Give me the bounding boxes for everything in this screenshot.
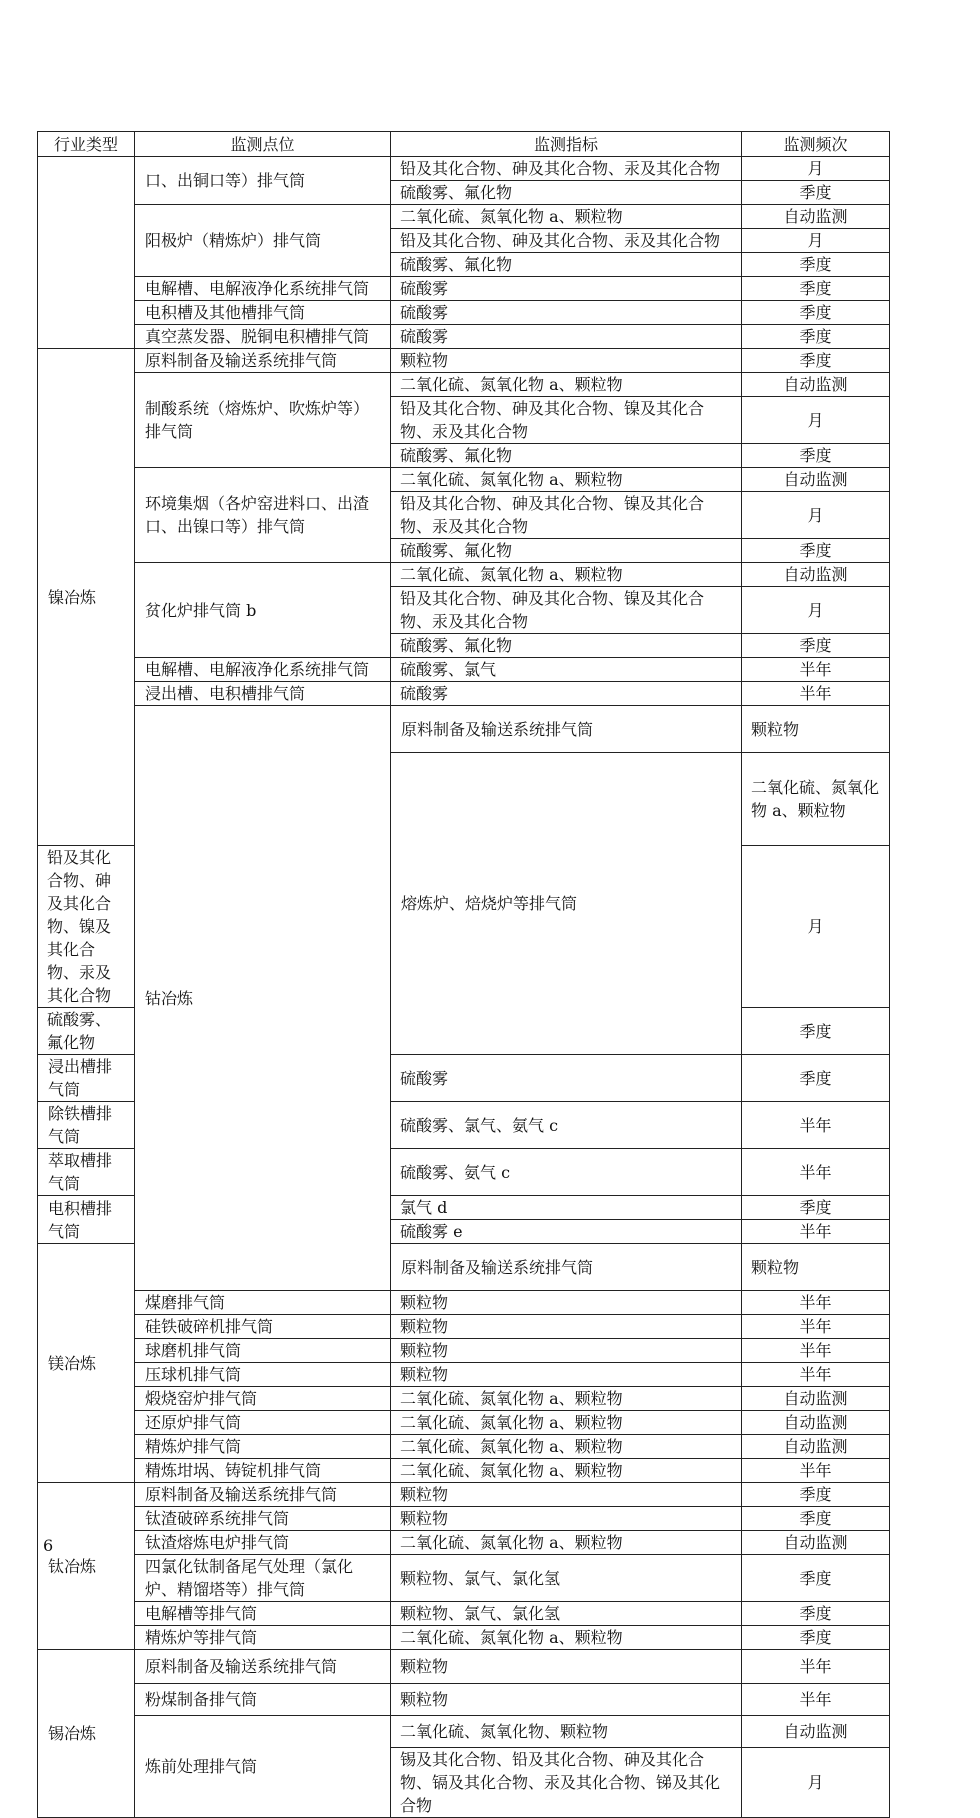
indicator-cell: 硫酸雾 e: [391, 1220, 742, 1244]
frequency-cell: 月: [742, 492, 890, 539]
indicator-cell: 二氧化硫、氮氧化物 a、颗粒物: [391, 1387, 742, 1411]
table-row: [38, 205, 890, 229]
industry-cell: 镁冶炼: [38, 1244, 135, 1483]
table-row: [38, 1315, 890, 1339]
table-row: [38, 325, 890, 349]
frequency-cell: 自动监测: [742, 373, 890, 397]
frequency-cell: 半年: [742, 1363, 890, 1387]
site-cell: 精炼炉排气筒: [135, 1435, 391, 1459]
header-monitoring-frequency: 监测频次: [742, 132, 890, 157]
table-row: [38, 1387, 890, 1411]
indicator-cell: 氯气 d: [391, 1196, 742, 1220]
table-row: [38, 1459, 890, 1483]
indicator-cell: 二氧化硫、氮氧化物 a、颗粒物: [391, 373, 742, 397]
site-cell: 原料制备及输送系统排气筒: [135, 349, 391, 373]
indicator-cell: 二氧化硫、氮氧化物 a、颗粒物: [391, 1459, 742, 1483]
site-cell: 阳极炉（精炼炉）排气筒: [135, 205, 391, 277]
site-cell: 环境集烟（各炉窑进料口、出渣口、出镍口等）排气筒: [135, 468, 391, 563]
indicator-cell: 二氧化硫、氮氧化物 a、颗粒物: [391, 1411, 742, 1435]
page-number: 6: [43, 1536, 54, 1555]
site-cell: 电解槽、电解液净化系统排气筒: [135, 658, 391, 682]
site-cell: 原料制备及输送系统排气筒: [391, 706, 742, 753]
indicator-cell: 颗粒物: [391, 1363, 742, 1387]
indicator-cell: 二氧化硫、氮氧化物 a、颗粒物: [391, 205, 742, 229]
indicator-cell: 硫酸雾、氯气: [391, 658, 742, 682]
site-cell: 电解槽、电解液净化系统排气筒: [135, 277, 391, 301]
frequency-cell: 自动监测: [742, 1435, 890, 1459]
industry-cell: 钛冶炼: [38, 1483, 135, 1650]
table-row: [38, 1411, 890, 1435]
table-row: [38, 301, 890, 325]
frequency-cell: 半年: [742, 1315, 890, 1339]
frequency-cell: 半年: [742, 682, 890, 706]
frequency-cell: 自动监测: [742, 1531, 890, 1555]
indicator-cell: 铅及其化合物、砷及其化合物、汞及其化合物: [391, 229, 742, 253]
site-cell: 原料制备及输送系统排气筒: [391, 1244, 742, 1291]
indicator-cell: 二氧化硫、氮氧化物 a、颗粒物: [742, 753, 890, 846]
indicator-cell: 硫酸雾: [391, 301, 742, 325]
frequency-cell: 半年: [742, 1339, 890, 1363]
indicator-cell: 铅及其化合物、砷及其化合物、镍及其化合物、汞及其化合物: [391, 397, 742, 444]
site-cell: 熔炼炉、焙烧炉等排气筒: [391, 753, 742, 1055]
frequency-cell: 季度: [742, 1507, 890, 1531]
frequency-cell: 月: [742, 157, 890, 181]
indicator-cell: 颗粒物: [391, 1507, 742, 1531]
site-cell: 炼前处理排气筒: [135, 1716, 391, 1818]
indicator-cell: 颗粒物: [742, 1244, 890, 1291]
indicator-cell: 铅及其化合物、砷及其化合物、镍及其化合物、汞及其化合物: [391, 587, 742, 634]
indicator-cell: 铅及其化合物、砷及其化合物、汞及其化合物: [391, 157, 742, 181]
frequency-cell: 月: [742, 587, 890, 634]
header-monitoring-site: 监测点位: [135, 132, 391, 157]
frequency-cell: 季度: [742, 277, 890, 301]
indicator-cell: 硫酸雾: [391, 277, 742, 301]
frequency-cell: 季度: [742, 349, 890, 373]
frequency-cell: 自动监测: [742, 1716, 890, 1748]
frequency-cell: 月: [742, 1748, 890, 1818]
site-cell: 原料制备及输送系统排气筒: [135, 1483, 391, 1507]
table-row: [38, 1339, 890, 1363]
table-header-row: [38, 132, 890, 157]
indicator-cell: 颗粒物: [391, 1291, 742, 1315]
frequency-cell: 季度: [742, 1555, 890, 1602]
table-row: [38, 682, 890, 706]
industry-cell: 镍冶炼: [38, 349, 135, 846]
table-row: [38, 1716, 890, 1748]
frequency-cell: 半年: [742, 1149, 890, 1196]
site-cell: 口、出铜口等）排气筒: [135, 157, 391, 205]
site-cell: 真空蒸发器、脱铜电积槽排气筒: [135, 325, 391, 349]
indicator-cell: 硫酸雾、氟化物: [391, 539, 742, 563]
frequency-cell: 半年: [742, 1291, 890, 1315]
frequency-cell: 半年: [742, 1220, 890, 1244]
indicator-cell: 颗粒物: [391, 1483, 742, 1507]
table-row: [38, 1602, 890, 1626]
table-row: [38, 468, 890, 492]
site-cell: 硅铁破碎机排气筒: [135, 1315, 391, 1339]
frequency-cell: 季度: [742, 1626, 890, 1650]
site-cell: 浸出槽、电积槽排气筒: [135, 682, 391, 706]
site-cell: 浸出槽排气筒: [38, 1055, 135, 1102]
industry-cell: 锡冶炼: [38, 1650, 135, 1818]
site-cell: 压球机排气筒: [135, 1363, 391, 1387]
frequency-cell: 半年: [742, 1684, 890, 1716]
table-row: [38, 1626, 890, 1650]
indicator-cell: 铅及其化合物、砷及其化合物、镍及其化合物、汞及其化合物: [38, 846, 135, 1008]
indicator-cell: 锡及其化合物、铅及其化合物、砷及其化合物、镉及其化合物、汞及其化合物、锑及其化合物: [391, 1748, 742, 1818]
site-cell: 电解槽等排气筒: [135, 1602, 391, 1626]
table-row: [38, 349, 890, 373]
frequency-cell: 自动监测: [742, 1387, 890, 1411]
indicator-cell: 二氧化硫、氮氧化物 a、颗粒物: [391, 1626, 742, 1650]
indicator-cell: 颗粒物: [391, 1339, 742, 1363]
frequency-cell: 半年: [742, 1650, 890, 1684]
indicator-cell: 颗粒物、氯气、氯化氢: [391, 1555, 742, 1602]
indicator-cell: 颗粒物: [391, 1650, 742, 1684]
frequency-cell: 季度: [742, 253, 890, 277]
frequency-cell: 自动监测: [742, 1411, 890, 1435]
table-row: [38, 658, 890, 682]
indicator-cell: 颗粒物: [391, 349, 742, 373]
site-cell: 精炼炉等排气筒: [135, 1626, 391, 1650]
table-row: [38, 563, 890, 587]
site-cell: 钛渣破碎系统排气筒: [135, 1507, 391, 1531]
site-cell: 电积槽排气筒: [38, 1196, 135, 1244]
site-cell: 原料制备及输送系统排气筒: [135, 1650, 391, 1684]
indicator-cell: 硫酸雾、氟化物: [391, 444, 742, 468]
frequency-cell: 半年: [742, 1102, 890, 1149]
frequency-cell: 月: [742, 229, 890, 253]
frequency-cell: 季度: [742, 634, 890, 658]
site-cell: 还原炉排气筒: [135, 1411, 391, 1435]
indicator-cell: 硫酸雾、氟化物: [391, 634, 742, 658]
site-cell: 四氯化钛制备尾气处理（氯化炉、精馏塔等）排气筒: [135, 1555, 391, 1602]
frequency-cell: 季度: [742, 444, 890, 468]
frequency-cell: 半年: [742, 658, 890, 682]
table-row: [38, 1555, 890, 1602]
indicator-cell: 硫酸雾: [391, 1055, 742, 1102]
table-row: [38, 1363, 890, 1387]
frequency-cell: 月: [742, 397, 890, 444]
site-cell: 制酸系统（熔炼炉、吹炼炉等）排气筒: [135, 373, 391, 468]
table-row: [38, 1531, 890, 1555]
table-row: [38, 157, 890, 181]
monitoring-table: [37, 131, 890, 1818]
frequency-cell: 自动监测: [742, 468, 890, 492]
frequency-cell: 半年: [742, 1459, 890, 1483]
table-row: [38, 277, 890, 301]
indicator-cell: 二氧化硫、氮氧化物 a、颗粒物: [391, 468, 742, 492]
site-cell: 电积槽及其他槽排气筒: [135, 301, 391, 325]
table-row: [38, 1507, 890, 1531]
frequency-cell: 季度: [742, 539, 890, 563]
indicator-cell: 硫酸雾、氨气 c: [391, 1149, 742, 1196]
indicator-cell: 二氧化硫、氮氧化物 a、颗粒物: [391, 563, 742, 587]
industry-cell: 钴冶炼: [135, 706, 391, 1291]
indicator-cell: 二氧化硫、氮氧化物 a、颗粒物: [391, 1435, 742, 1459]
indicator-cell: 硫酸雾: [391, 325, 742, 349]
table-row: [38, 373, 890, 397]
site-cell: 萃取槽排气筒: [38, 1149, 135, 1196]
indicator-cell: 硫酸雾、氟化物: [38, 1008, 135, 1055]
site-cell: 球磨机排气筒: [135, 1339, 391, 1363]
site-cell: 贫化炉排气筒 b: [135, 563, 391, 658]
site-cell: 钛渣熔炼电炉排气筒: [135, 1531, 391, 1555]
frequency-cell: 季度: [742, 181, 890, 205]
indicator-cell: 颗粒物、氯气、氯化氢: [391, 1602, 742, 1626]
indicator-cell: 铅及其化合物、砷及其化合物、镍及其化合物、汞及其化合物: [391, 492, 742, 539]
table-row: [38, 706, 890, 753]
industry-cell-copper: [38, 157, 135, 349]
frequency-cell: 季度: [742, 1008, 890, 1055]
indicator-cell: 颗粒物: [391, 1684, 742, 1716]
site-cell: 精炼坩埚、铸锭机排气筒: [135, 1459, 391, 1483]
table-row: [38, 1435, 890, 1459]
indicator-cell: 硫酸雾、氯气、氨气 c: [391, 1102, 742, 1149]
indicator-cell: 二氧化硫、氮氧化物、颗粒物: [391, 1716, 742, 1748]
table-row: [38, 1684, 890, 1716]
indicator-cell: 硫酸雾、氟化物: [391, 181, 742, 205]
site-cell: 粉煤制备排气筒: [135, 1684, 391, 1716]
indicator-cell: 颗粒物: [742, 706, 890, 753]
site-cell: 煅烧窑炉排气筒: [135, 1387, 391, 1411]
frequency-cell: 季度: [742, 1196, 890, 1220]
indicator-cell: 二氧化硫、氮氧化物 a、颗粒物: [391, 1531, 742, 1555]
header-monitoring-indicator: 监测指标: [391, 132, 742, 157]
indicator-cell: 硫酸雾、氟化物: [391, 253, 742, 277]
table-row: [38, 1291, 890, 1315]
indicator-cell: 颗粒物: [391, 1315, 742, 1339]
frequency-cell: 季度: [742, 1483, 890, 1507]
site-cell: 除铁槽排气筒: [38, 1102, 135, 1149]
frequency-cell: 季度: [742, 325, 890, 349]
frequency-cell: 自动监测: [742, 205, 890, 229]
frequency-cell: 自动监测: [742, 563, 890, 587]
site-cell: 煤磨排气筒: [135, 1291, 391, 1315]
frequency-cell: 季度: [742, 301, 890, 325]
frequency-cell: 月: [742, 846, 890, 1008]
table-row: [38, 1483, 890, 1507]
frequency-cell: 季度: [742, 1055, 890, 1102]
header-industry-type: 行业类型: [38, 132, 135, 157]
frequency-cell: 季度: [742, 1602, 890, 1626]
indicator-cell: 硫酸雾: [391, 682, 742, 706]
